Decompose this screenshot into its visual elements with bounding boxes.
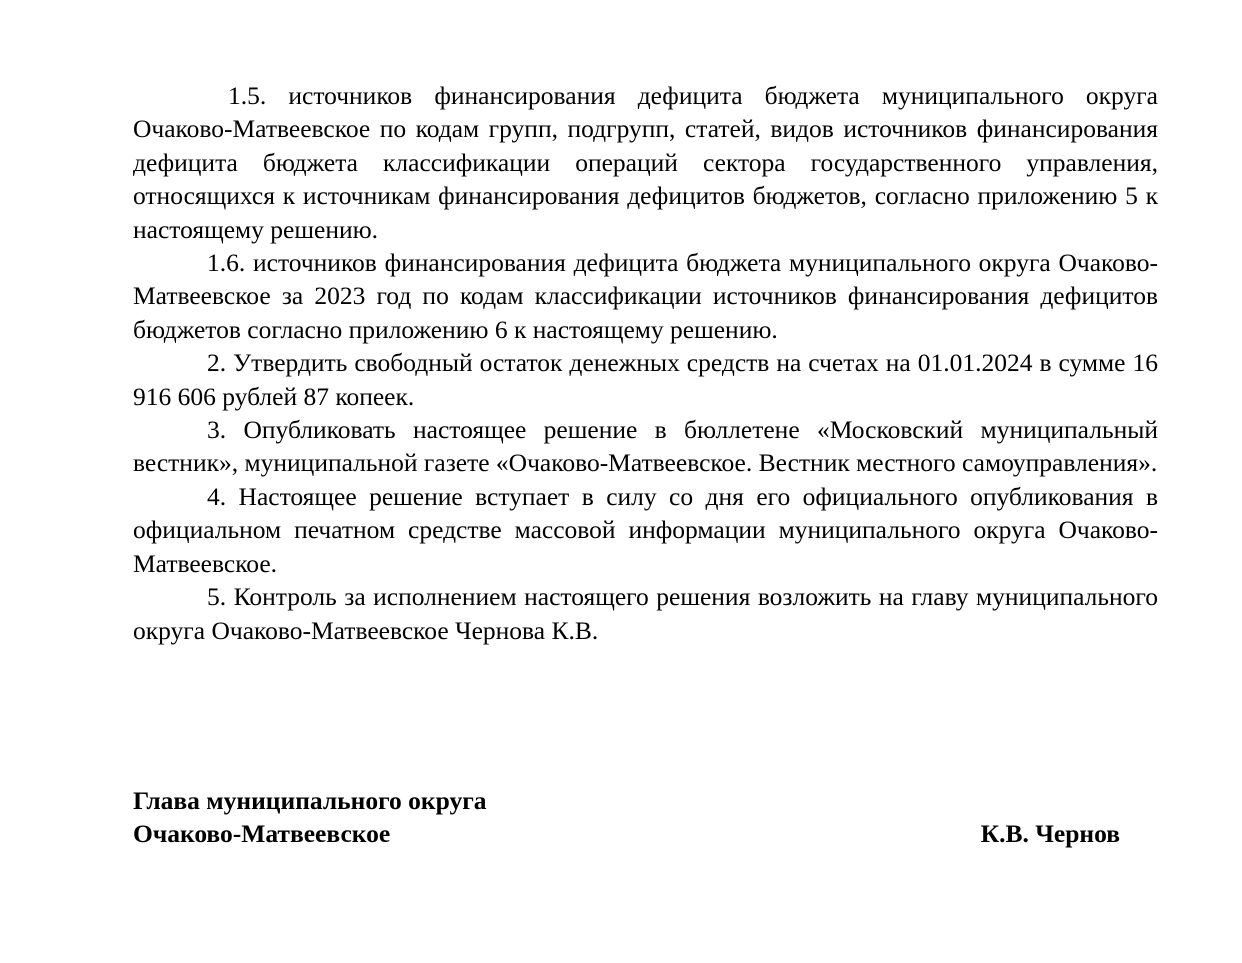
signatory-name: К.В. Чернов	[980, 819, 1120, 849]
signature-title-line-2: Очаково-Матвеевское	[133, 819, 391, 849]
paragraph-1-6: 1.6. источников финансирования дефицита бюджета муниципального округа Очаково-Матвеевское за 2023 год по кодам классификации источников финансирования дефицитов бюджетов согласно приложению 6 к настоящему решению.	[133, 248, 1158, 344]
signature-row	[133, 817, 1120, 850]
paragraph-3: 3. Опубликовать настоящее решение в бюллетене «Московский муниципальный вестник», муниципальной газете «Очаково-Матвеевское. Вестник местного самоуправления».	[133, 415, 1158, 478]
paragraph-4: 4. Настоящее решение вступает в силу со дня его официального опубликования в официальном печатном средстве массовой информации муниципального округа Очаково-Матвеевское.	[133, 481, 1158, 578]
paragraph-5: 5. Контроль за исполнением настоящего решения возложить на главу муниципального округа Очаково-Матвеевское Чернова К.В.	[133, 582, 1158, 645]
signature-title-line-1: Глава муниципального округа	[133, 786, 487, 815]
document-body	[133, 79, 1158, 647]
signature-block	[133, 784, 1120, 851]
paragraph-2: 2. Утвердить свободный остаток денежных средств на счетах на 01.01.2024 в сумме 16 916 606 рублей 87 копеек.	[133, 348, 1158, 411]
paragraph-1-5: 1.5. источников финансирования дефицита бюджета муниципального округа Очаково-Матвеевское по кодам групп, подгрупп, статей, видов источников финансирования дефицита бюджета классификации операций сектора государственного управления, относящихся к источникам финансирования дефицитов бюджетов, согласно приложению 5 к настоящему решению.	[133, 81, 1158, 244]
